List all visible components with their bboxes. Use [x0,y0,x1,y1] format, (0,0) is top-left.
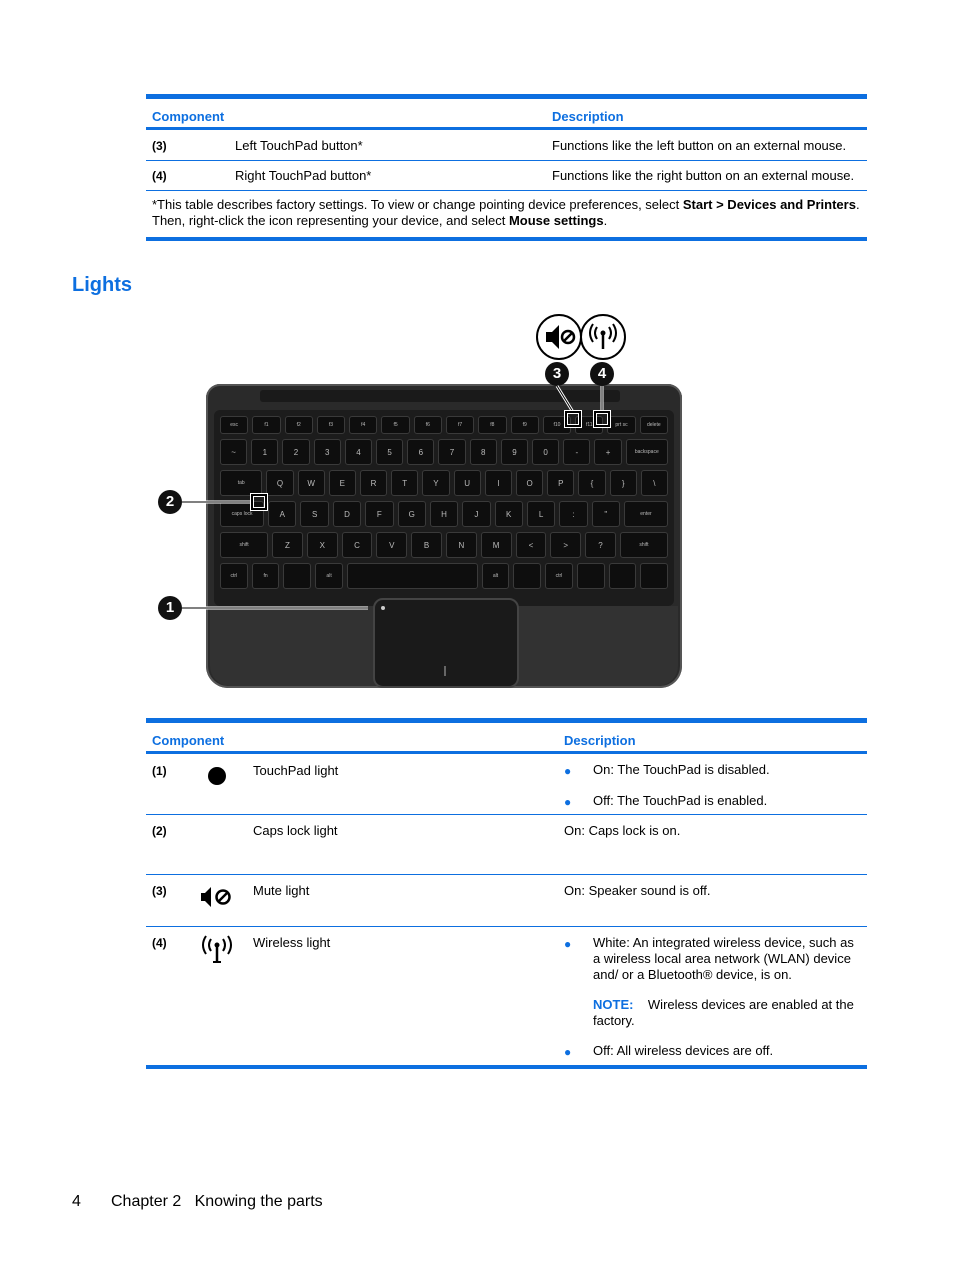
table-row: (3) Mute light On: Speaker sound is off. [146,875,867,927]
keyboard-key: 6 [407,439,434,465]
keyboard-key: D [333,501,361,527]
keyboard-key: f1 [252,416,280,434]
keyboard-key: S [300,501,328,527]
keyboard-key: fn [252,563,280,589]
page-number: 4 [72,1193,81,1210]
keyboard-key: caps lock [220,501,264,527]
keyboard-key: alt [315,563,343,589]
keyboard-key: f8 [478,416,506,434]
keyboard-key: I [485,470,512,496]
keyboard-key: ? [585,532,616,558]
keyboard-key: B [411,532,442,558]
keyboard-key: 1 [251,439,278,465]
keyboard-key: { [578,470,605,496]
table-row: (4) Right TouchPad button* Functions like the right button on an external mouse. [146,161,867,191]
keyboard-key: shift [220,532,268,558]
keyboard-key: T [391,470,418,496]
keyboard-key: < [516,532,547,558]
keyboard-key: ctrl [220,563,248,589]
keyboard-key: > [550,532,581,558]
header-description: Description [552,109,624,124]
keyboard-key: : [559,501,587,527]
keyboard-key: f2 [285,416,313,434]
keyboard-key: F [365,501,393,527]
keyboard-key: 8 [470,439,497,465]
keyboard-key: f6 [414,416,442,434]
keyboard-key: alt [482,563,510,589]
keyboard-key: K [495,501,523,527]
keyboard-key: 4 [345,439,372,465]
note: NOTE: Wireless devices are enabled at the factory. [593,997,854,1028]
keyboard-key: Z [272,532,303,558]
keyboard-key: f7 [446,416,474,434]
keyboard-key: f9 [511,416,539,434]
wireless-icon [200,935,234,968]
table-row: (2) Caps lock light On: Caps lock is on. [146,815,867,875]
keyboard-key: + [594,439,621,465]
table-row: (4) Wireless light ● White: An integrated wireless device, such as a wireless local area network (WLAN) device and/ or a Bluetooth® device, is on. NOTE: Wireless devices are enabled at the factory. ● Off: All wireless devices are off. [146,927,867,1065]
keyboard-key: 7 [438,439,465,465]
keyboard-figure [150,310,710,700]
keyboard-key: 0 [532,439,559,465]
keyboard-key: R [360,470,387,496]
keyboard-key: f4 [349,416,377,434]
header-component: Component [152,109,225,124]
keyboard-key: U [454,470,481,496]
keyboard-key: Q [266,470,293,496]
keyboard-key: C [342,532,373,558]
mute-icon [200,886,234,911]
keyboard-key: L [527,501,555,527]
keyboard-key: E [329,470,356,496]
keyboard-key: H [430,501,458,527]
keyboard-key: delete [640,416,668,434]
keyboard-key: A [268,501,296,527]
keyboard-key: enter [624,501,668,527]
section-title: Lights [72,274,132,296]
callout-3: 3 [545,362,569,386]
keyboard-key: backspace [626,439,668,465]
component-table-touchpad-buttons [146,94,867,241]
header-component: Component [152,733,225,748]
keyboard-key: J [462,501,490,527]
touchpad-light-icon [208,767,226,785]
keyboard-key: f10 [543,416,571,434]
keyboard-key: 5 [376,439,403,465]
keyboard-key: f11 [575,416,603,434]
table-row: (1) TouchPad light ● On: The TouchPad is disabled. ● Off: The TouchPad is enabled. [146,754,867,815]
keyboard-key: G [398,501,426,527]
keyboard-key: O [516,470,543,496]
table-footnote: *This table describes factory settings. To view or change pointing device preferences, select Start > Devices and Printers. Then, right-click the icon representing your device, and select Mouse settings. [152,197,860,228]
keyboard-key: ~ [220,439,247,465]
callout-leaders [150,310,710,700]
keyboard-key: " [592,501,620,527]
keyboard-key: P [547,470,574,496]
callout-2: 2 [158,490,182,514]
callout-1: 1 [158,596,182,620]
keyboard-key: - [563,439,590,465]
keyboard-key: 9 [501,439,528,465]
keyboard-key: N [446,532,477,558]
keyboard-key: ctrl [545,563,573,589]
keyboard-key: prt sc [607,416,635,434]
keyboard-key: W [298,470,325,496]
table-header [146,99,867,130]
header-description: Description [564,733,636,748]
keyboard-key: Y [422,470,449,496]
chapter-title: Chapter 2 Knowing the parts [111,1193,323,1210]
callout-4: 4 [590,362,614,386]
table-header [146,723,867,754]
keyboard-key: \ [641,470,668,496]
table-row: (3) Left TouchPad button* Functions like the left button on an external mouse. [146,130,867,161]
keyboard-key: esc [220,416,248,434]
keyboard-key: f5 [381,416,409,434]
keyboard-key: shift [620,532,668,558]
component-table-lights [146,718,867,1069]
keyboard-key: 3 [314,439,341,465]
keyboard-key: 2 [282,439,309,465]
keyboard-key: X [307,532,338,558]
keyboard-key: V [376,532,407,558]
keyboard-key: M [481,532,512,558]
keyboard-key: f3 [317,416,345,434]
keyboard-key: } [610,470,637,496]
keyboard-key: tab [220,470,262,496]
